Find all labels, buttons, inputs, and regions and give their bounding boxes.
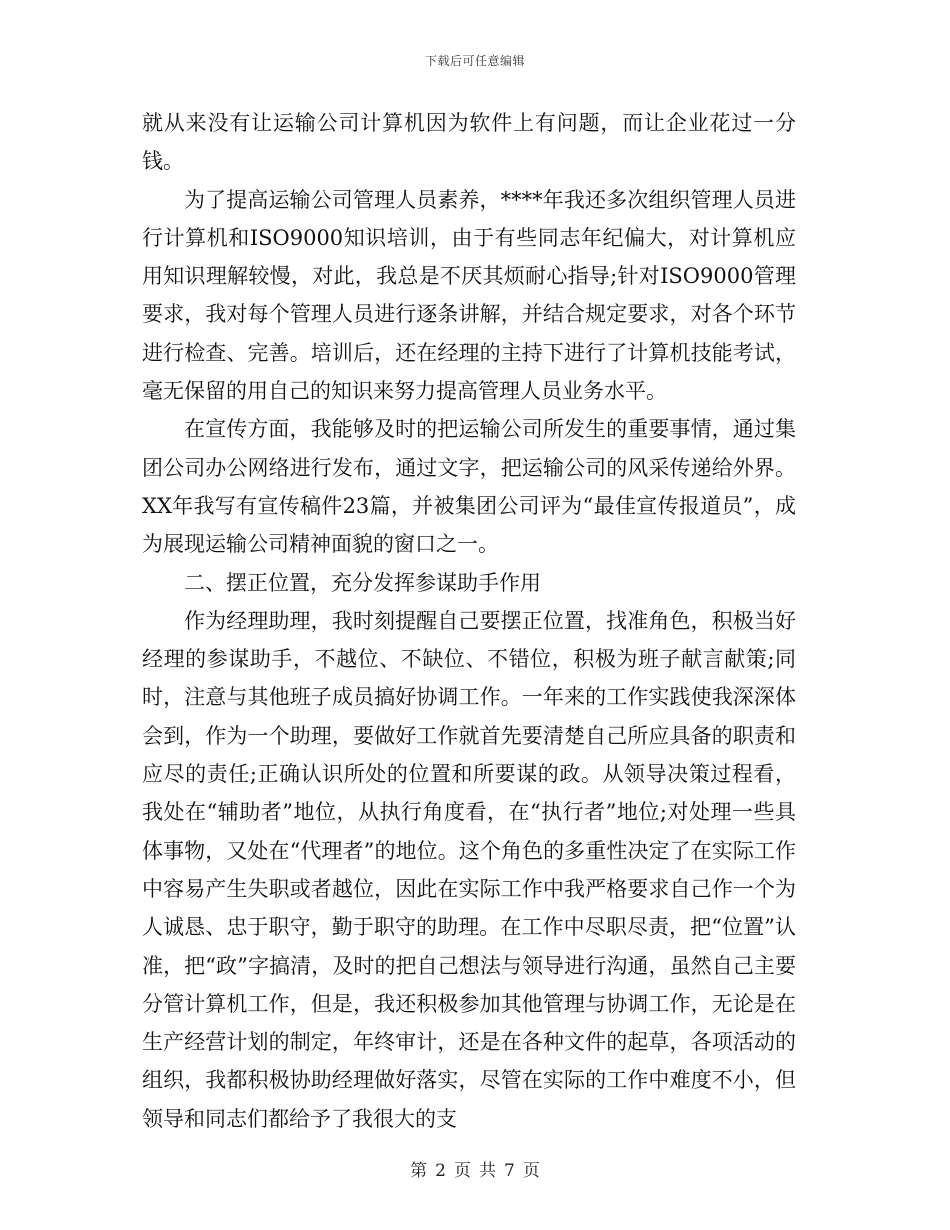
paragraph-training: 为了提高运输公司管理人员素养，****年我还多次组织管理人员进行计算机和ISO9000知识培训，由于有些同志年纪偏大，对计算机应用知识理解较慢，对此，我总是不厌其烦耐心指导;针对ISO9000管理要求，我对每个管理人员进行逐条讲解，并结合规定要求，对各个环节进行检查、完善。培训后，还在经理的主持下进行了计算机技能考试，毫无保留的用自己的知识来努力提高管理人员业务水平。 — [142, 187, 796, 404]
document-body — [142, 104, 796, 1138]
footer-ye2: 页 — [522, 1161, 540, 1181]
total-pages-number: 7 — [504, 1161, 515, 1181]
footer-di: 第 — [410, 1161, 428, 1181]
paragraph-publicity: 在宣传方面，我能够及时的把运输公司所发生的重要事情，通过集团公司办公网络进行发布，通过文字，把运输公司的风采传递给外界。XX年我写有宣传稿件23篇，并被集团公司评为“最佳宣传报道员”，成为展现运输公司精神面貌的窗口之一。 — [142, 417, 796, 557]
section-heading: 二、摆正位置，充分发挥参谋助手作用 — [184, 570, 541, 595]
paragraph-continued: 就从来没有让运输公司计算机因为软件上有问题，而让企业花过一分钱。 — [142, 111, 796, 174]
page-header: 下载后可任意编辑 — [424, 54, 525, 68]
paragraph-assistant-role: 作为经理助理，我时刻提醒自己要摆正位置，找准角色，积极当好经理的参谋助手，不越位、不缺位、不错位，积极为班子献言献策;同时，注意与其他班子成员搞好协调工作。一年来的工作实践使我深深体会到，作为一个助理，要做好工作就首先要清楚自己所应具备的职责和应尽的责任;正确认识所处的位置和所要谋的政。从领导决策过程看，我处在“辅助者”地位，从执行角度看，在“执行者”地位;对处理一些具体事物，又处在“代理者”的地位。这个角色的多重性决定了在实际工作中容易产生失职或者越位，因此在实际工作中我严格要求自己作一个为人诚恳、忠于职守，勤于职守的助理。在工作中尽职尽责，把“位置”认准，把“政”字搞清，及时的把自己想法与领导进行沟通，虽然自己主要分管计算机工作，但是，我还积极参加其他管理与协调工作，无论是在生产经营计划的制定，年终审计，还是在各种文件的起草，各项活动的组织，我都积极协助经理做好落实，尽管在实际的工作中难度不小，但领导和同志们都给予了我很大的支 — [142, 608, 796, 1131]
page-footer — [0, 1156, 950, 1181]
footer-gong: 共 — [479, 1161, 496, 1181]
footer-ye: 页 — [454, 1161, 471, 1181]
current-page-number: 2 — [435, 1161, 446, 1181]
